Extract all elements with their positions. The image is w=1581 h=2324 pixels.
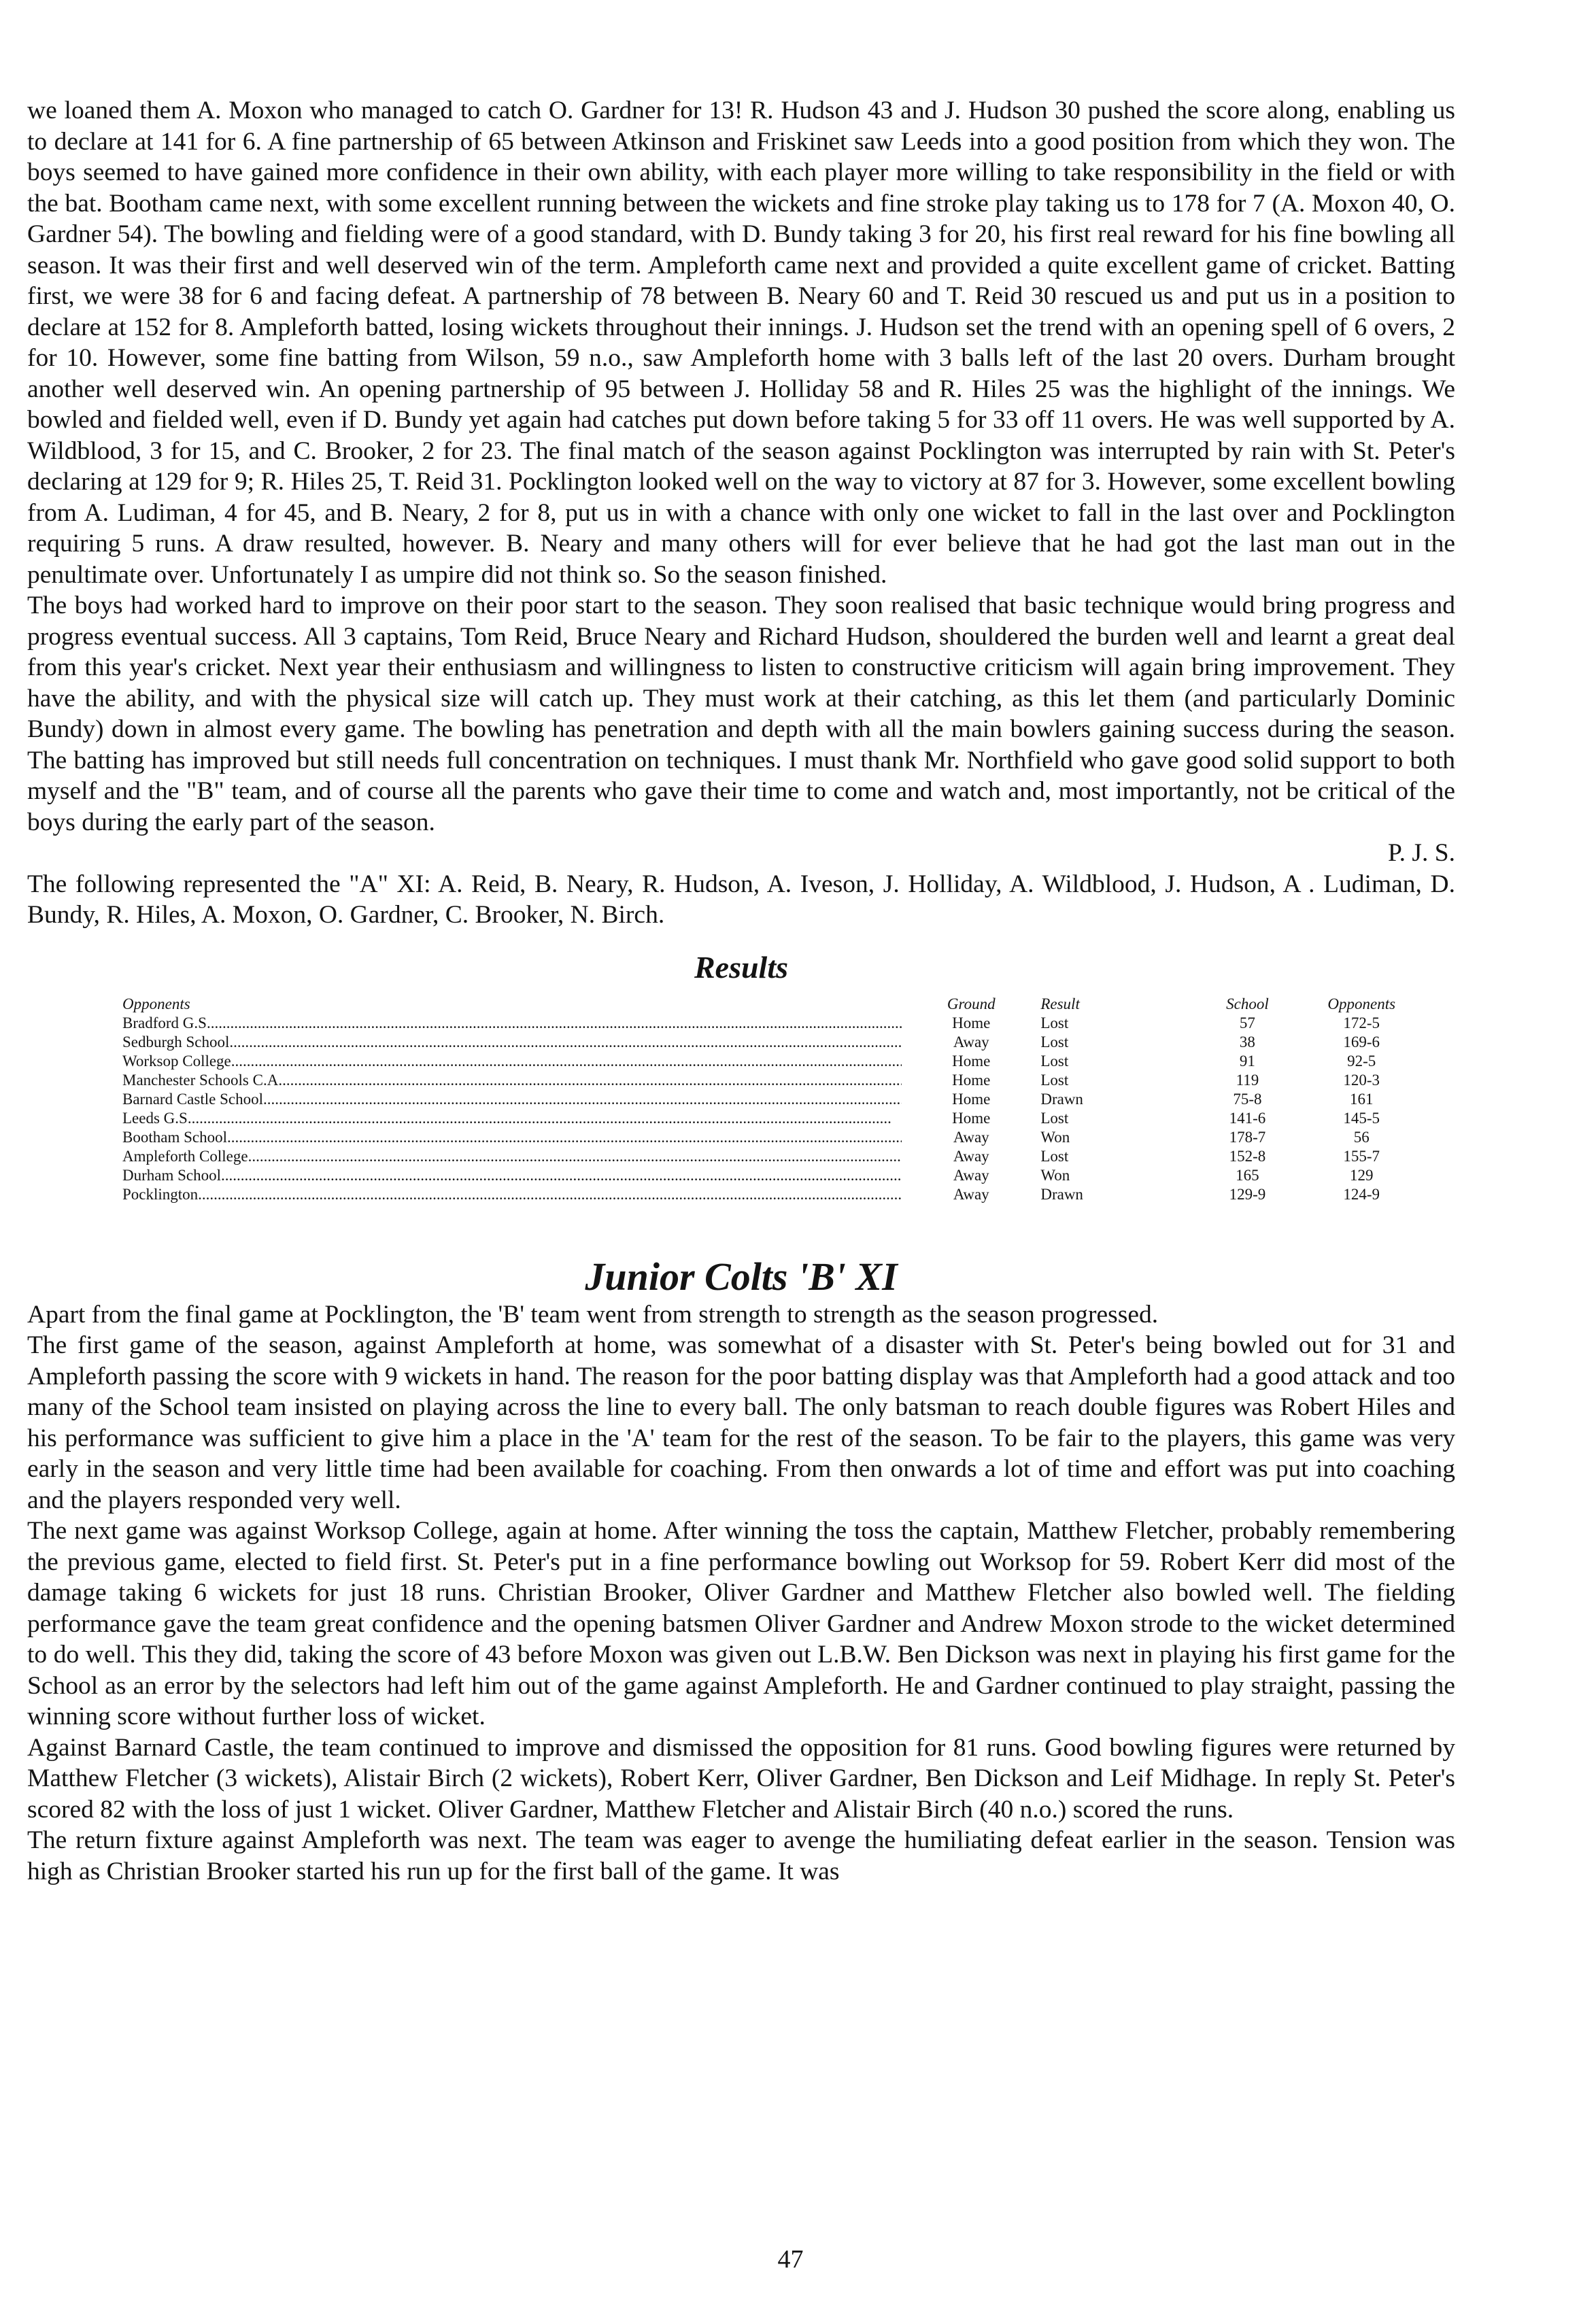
leader-dots	[278, 1071, 902, 1090]
opponent-name: Sedburgh School	[122, 1033, 230, 1050]
leader-dots	[188, 1109, 902, 1128]
ground-cell: Away	[953, 1185, 989, 1203]
page-body	[27, 95, 1455, 1887]
header-school: School	[1226, 995, 1269, 1012]
table-row	[122, 1052, 1421, 1071]
table-row	[122, 1109, 1421, 1128]
ground-cell: Home	[952, 1014, 991, 1031]
school-score-cell: 152-8	[1229, 1147, 1266, 1165]
school-score-cell: 75-8	[1233, 1090, 1262, 1108]
leader-dots	[263, 1090, 902, 1109]
opponent-name: Worksop College	[122, 1052, 231, 1070]
leader-dots	[231, 1052, 902, 1071]
ground-cell: Away	[953, 1033, 989, 1050]
result-cell: Won	[1040, 1128, 1070, 1146]
opponents-score-cell: 124-9	[1343, 1185, 1380, 1203]
opponents-score-cell: 155-7	[1343, 1147, 1380, 1165]
opponent-name: Barnard Castle School	[122, 1090, 263, 1108]
ground-cell: Home	[952, 1109, 991, 1127]
report-paragraph: The boys had worked hard to improve on their poor start to the season. They soon realised that basic technique would bring progress and progress eventual success. All 3 captains, Tom Reid, Bruce Neary and Richard Hudson, shouldered the burden well and learnt a great deal from this year's cricket. Next year their enthusiasm and willingness to listen to constructive criticism will again bring improvement. They have the ability, and with the physical size will catch up. They must work at their catching, as this let them (and particularly Dominic Bundy) down in almost every game. The bowling has penetration and depth with all the main bowlers gaining success during the season. The batting has improved but still needs full concentration on techniques. I must thank Mr. Northfield who gave good solid support to both myself and the "B" team, and of course all the parents who gave their time to come and watch and, most importantly, not be critical of the boys during the early part of the season.	[27, 592, 1455, 836]
table-row	[122, 1071, 1421, 1090]
section-heading: Junior Colts 'B' XI	[585, 1254, 898, 1299]
opponents-score-cell: 169-6	[1343, 1033, 1380, 1050]
colts-paragraph: The first game of the season, against Ampleforth at home, was somewhat of a disaster with St. Peter's being bowled out for 31 and Ampleforth passing the score with 9 wickets in hand. The reason for the poor batting display was that Ampleforth had a good attack and too many of the School team insisted on playing across the line to every ball. The only batsman to reach double figures was Robert Hiles and his performance was sufficient to give him a place in the 'A' team for the rest of the season. To be fair to the players, this game was very early in the season and very little time had been available for coaching. From then onwards a lot of time and effort was put into coaching and the players responded very well.	[27, 1331, 1455, 1514]
colts-paragraph: Apart from the final game at Pocklington, the 'B' team went from strength to strength as the season progressed.	[27, 1300, 1159, 1329]
opponent-name: Bootham School	[122, 1128, 227, 1146]
result-cell: Drawn	[1040, 1185, 1083, 1203]
ground-cell: Home	[952, 1052, 991, 1070]
school-score-cell: 57	[1239, 1014, 1255, 1031]
leader-dots	[229, 1033, 902, 1052]
ground-cell: Away	[953, 1147, 989, 1165]
opponent-name: Pocklington	[122, 1185, 199, 1203]
page-number: 47	[777, 2245, 804, 2274]
opponents-score-cell: 120-3	[1343, 1071, 1380, 1089]
colts-paragraph: Against Barnard Castle, the team continued to improve and dismissed the opposition for 81 runs. Good bowling figures were returned by Matthew Fletcher (3 wickets), Alistair Birch (2 wickets), Robert Kerr, Oliver Gardner, Ben Dickson and Leif Midhage. In reply St. Peter's scored 82 with the loss of just 1 wicket. Oliver Gardner, Matthew Fletcher and Alistair Birch (40 n.o.) scored the runs.	[27, 1733, 1455, 1824]
header-opponents: Opponents	[122, 995, 190, 1012]
report-paragraph: we loaned them A. Moxon who managed to catch O. Gardner for 13! R. Hudson 43 and J. Hudson 30 pushed the score along, enabling us to declare at 141 for 6. A fine partnership of 65 between Atkinson and Friskinet saw Leeds into a good position from which they won. The boys seemed to have gained more confidence in their own ability, with each player more willing to take responsibility in the field or with the bat. Bootham came next, with some excellent running between the wickets and fine stroke play taking us to 178 for 7 (A. Moxon 40, O. Gardner 54). The bowling and fielding were of a good standard, with D. Bundy taking 3 for 20, his first real reward for his fine bowling all season. It was their first and well deserved win of the term. Ampleforth came next and provided a quite excellent game of cricket. Batting first, we were 38 for 6 and facing defeat. A partnership of 78 between B. Neary 60 and T. Reid 30 rescued us and put us in a position to declare at 152 for 8. Ampleforth batted, losing wickets throughout their innings. J. Hudson set the trend with an opening spell of 6 overs, 2 for 10. However, some fine batting from Wilson, 59 n.o., saw Ampleforth home with 3 balls left of the last 20 overs. Durham brought another well deserved win. An opening partnership of 95 between J. Holliday 58 and R. Hiles 25 was the highlight of the innings. We bowled and fielded well, even if D. Bundy yet again had catches put down before taking 5 for 33 off 11 overs. He was well supported by A. Wildblood, 3 for 15, and C. Brooker, 2 for 23. The final match of the season against Pocklington was interrupted by rain with St. Peter's declaring at 129 for 9; R. Hiles 25, T. Reid 31. Pocklington looked well on the way to victory at 87 for 3. However, some excellent bowling from A. Ludiman, 4 for 45, and B. Neary, 2 for 8, put us in with a chance with only one wicket to fall in the last over and Pocklington requiring 5 runs. A draw resulted, however. B. Neary and many others will for ever believe that he had got the last man out in the penultimate over. Unfortunately I as umpire did not think so. So the season finished.	[27, 97, 1455, 589]
result-cell: Lost	[1040, 1052, 1069, 1070]
colts-paragraph: The next game was against Worksop College, again at home. After winning the toss the captain, Matthew Fletcher, probably remembering the previous game, elected to field first. St. Peter's put in a fine performance bowling out Worksop for 59. Robert Kerr did most of the damage taking 6 wickets for just 18 runs. Christian Brooker, Oliver Gardner and Matthew Fletcher also bowled well. The fielding performance gave the team great confidence and the opening batsmen Oliver Gardner and Andrew Moxon strode to the wicket determined to do well. This they did, taking the score of 43 before Moxon was given out L.B.W. Ben Dickson was next in playing his first game for the School as an error by the selectors had left him out of the game against Ampleforth. He and Gardner continued to play straight, passing the winning score without further loss of wicket.	[27, 1517, 1455, 1730]
results-table	[122, 995, 1421, 1204]
leader-dots	[221, 1166, 902, 1185]
ground-cell: Away	[953, 1128, 989, 1146]
school-score-cell: 141-6	[1229, 1109, 1266, 1127]
results-heading: Results	[694, 949, 789, 985]
leader-dots	[198, 1185, 902, 1204]
opponent-name: Manchester Schools C.A	[122, 1071, 279, 1089]
result-cell: Lost	[1040, 1071, 1069, 1089]
school-score-cell: 129-9	[1229, 1185, 1266, 1203]
table-row	[122, 1090, 1421, 1109]
table-row	[122, 1147, 1421, 1166]
school-score-cell: 165	[1236, 1166, 1259, 1184]
ground-cell: Away	[953, 1166, 989, 1184]
leader-dots	[207, 1014, 902, 1033]
colts-paragraph: The return fixture against Ampleforth was next. The team was eager to avenge the humiliating defeat earlier in the season. Tension was high as Christian Brooker started his run up for the first ball of the game. It was	[27, 1826, 1455, 1885]
header-result: Result	[1040, 995, 1080, 1012]
author-initials: P. J. S.	[1387, 839, 1455, 867]
result-cell: Won	[1040, 1166, 1070, 1184]
leader-dots	[248, 1147, 902, 1166]
school-score-cell: 178-7	[1229, 1128, 1266, 1146]
result-cell: Drawn	[1040, 1090, 1083, 1108]
result-cell: Lost	[1040, 1147, 1069, 1165]
results-header-row	[122, 995, 1421, 1014]
school-score-cell: 119	[1236, 1071, 1259, 1089]
result-cell: Lost	[1040, 1109, 1069, 1127]
opponents-score-cell: 129	[1349, 1166, 1374, 1184]
header-ground: Ground	[947, 995, 996, 1012]
opponent-name: Leeds G.S	[122, 1109, 188, 1127]
opponents-score-cell: 145-5	[1343, 1109, 1380, 1127]
table-row	[122, 1185, 1421, 1204]
header-opponents-score: Opponents	[1327, 995, 1396, 1012]
opponent-name: Durham School	[122, 1166, 222, 1184]
table-row	[122, 1033, 1421, 1052]
leader-dots	[227, 1128, 902, 1147]
table-row	[122, 1166, 1421, 1185]
ground-cell: Home	[952, 1071, 991, 1089]
school-score-cell: 38	[1239, 1033, 1255, 1050]
result-cell: Lost	[1040, 1033, 1069, 1050]
result-cell: Lost	[1040, 1014, 1069, 1031]
table-row	[122, 1128, 1421, 1147]
opponents-score-cell: 172-5	[1343, 1014, 1380, 1031]
table-row	[122, 1014, 1421, 1033]
opponents-score-cell: 161	[1349, 1090, 1374, 1108]
team-list-paragraph: The following represented the "A" XI: A. Reid, B. Neary, R. Hudson, A. Iveson, J. Holliday, A. Wildblood, J. Hudson, A . Ludiman, D. Bundy, R. Hiles, A. Moxon, O. Gardner, C. Brooker, N. Birch.	[27, 870, 1455, 929]
opponent-name: Bradford G.S	[122, 1014, 207, 1031]
opponents-score-cell: 92-5	[1347, 1052, 1376, 1070]
opponents-score-cell: 56	[1353, 1128, 1370, 1146]
school-score-cell: 91	[1239, 1052, 1255, 1070]
opponent-name: Ampleforth College	[122, 1147, 248, 1165]
ground-cell: Home	[952, 1090, 991, 1108]
